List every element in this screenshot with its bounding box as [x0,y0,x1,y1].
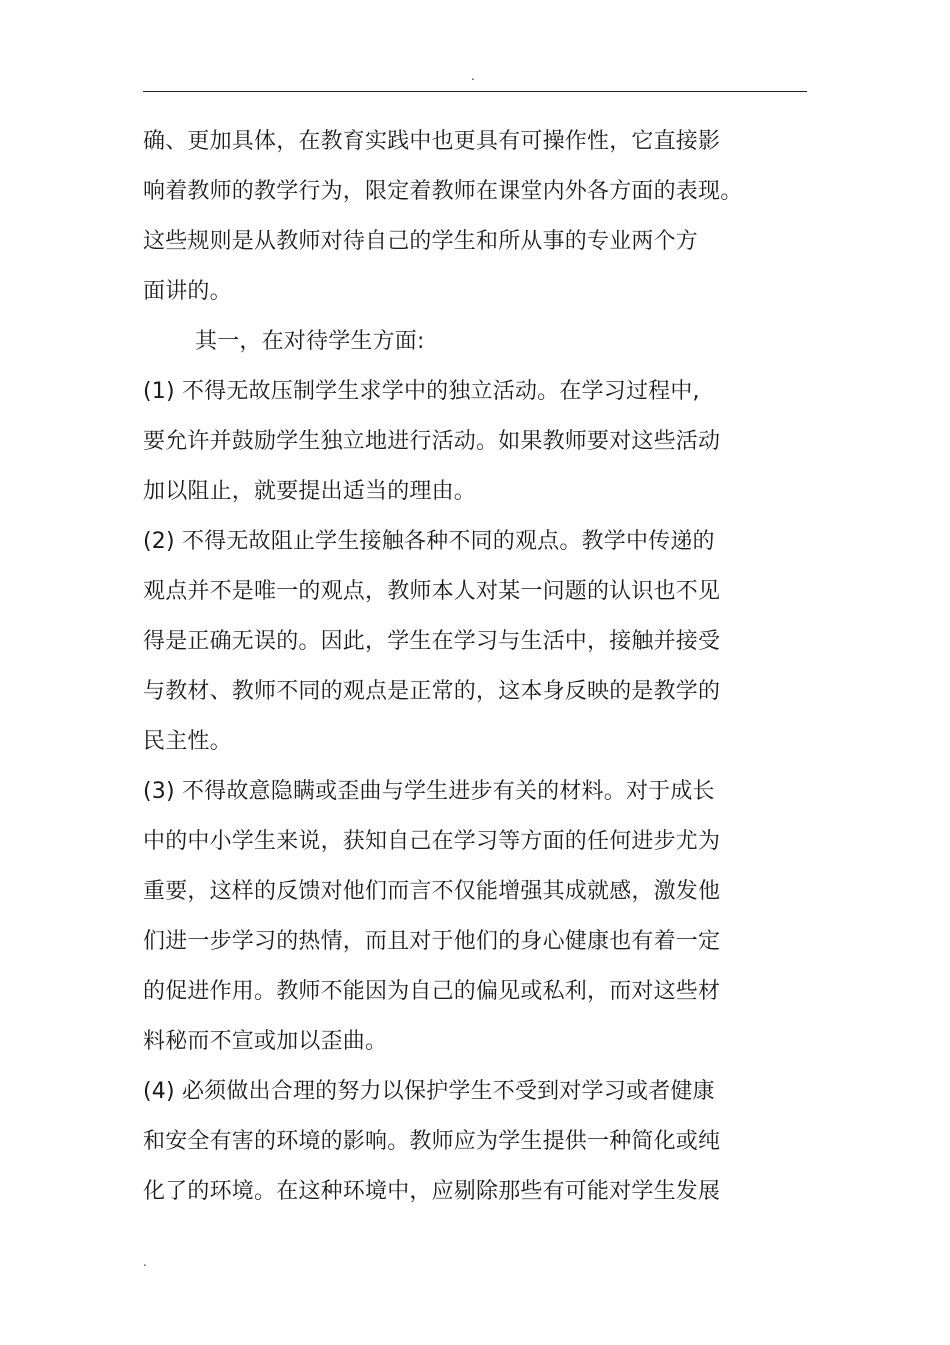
text-line: 确、更加具体，在教育实践中也更具有可操作性，它直接影 [143,129,721,154]
text-line: 面讲的。 [143,279,232,304]
section-heading: 其一，在对待学生方面: [195,329,425,354]
header-rule [143,91,807,92]
text-line: 民主性。 [143,729,232,754]
text-line: 和安全有害的环境的影响。教师应为学生提供一种简化或纯 [143,1129,721,1154]
text-line: 观点并不是唯一的观点，教师本人对某一问题的认识也不见 [143,579,721,604]
text-line: (2) 不得无故阻止学生接触各种不同的观点。教学中传递的 [143,529,715,554]
footer-mark: . [143,1255,147,1269]
text-line: 这些规则是从教师对待自己的学生和所从事的专业两个方 [143,229,699,254]
text-line: 与教材、教师不同的观点是正常的，这本身反映的是教学的 [143,679,721,704]
text-line: 化了的环境。在这种环境中，应剔除那些有可能对学生发展 [143,1179,721,1204]
text-line: 重要，这样的反馈对他们而言不仅能增强其成就感，激发他 [143,879,721,904]
text-line: 料秘而不宣或加以歪曲。 [143,1029,388,1054]
text-line: (4) 必须做出合理的努力以保护学生不受到对学习或者健康 [143,1079,715,1104]
text-line: 加以阻止，就要提出适当的理由。 [143,479,477,504]
text-line: 们进一步学习的热情，而且对于他们的身心健康也有着一定 [143,929,721,954]
text-line: 中的中小学生来说，获知自己在学习等方面的任何进步尤为 [143,829,721,854]
header-mark: . [471,69,475,83]
text-line: 的促进作用。教师不能因为自己的偏见或私利，而对这些材 [143,979,721,1004]
text-line: (1) 不得无故压制学生求学中的独立活动。在学习过程中, [143,379,700,404]
text-line: 响着教师的教学行为，限定着教师在课堂内外各方面的表现。 [143,179,743,204]
text-line: 要允许并鼓励学生独立地进行活动。如果教师要对这些活动 [143,429,721,454]
text-line: 得是正确无误的。因此，学生在学习与生活中，接触并接受 [143,629,721,654]
text-line: (3) 不得故意隐瞒或歪曲与学生进步有关的材料。对于成长 [143,779,715,804]
